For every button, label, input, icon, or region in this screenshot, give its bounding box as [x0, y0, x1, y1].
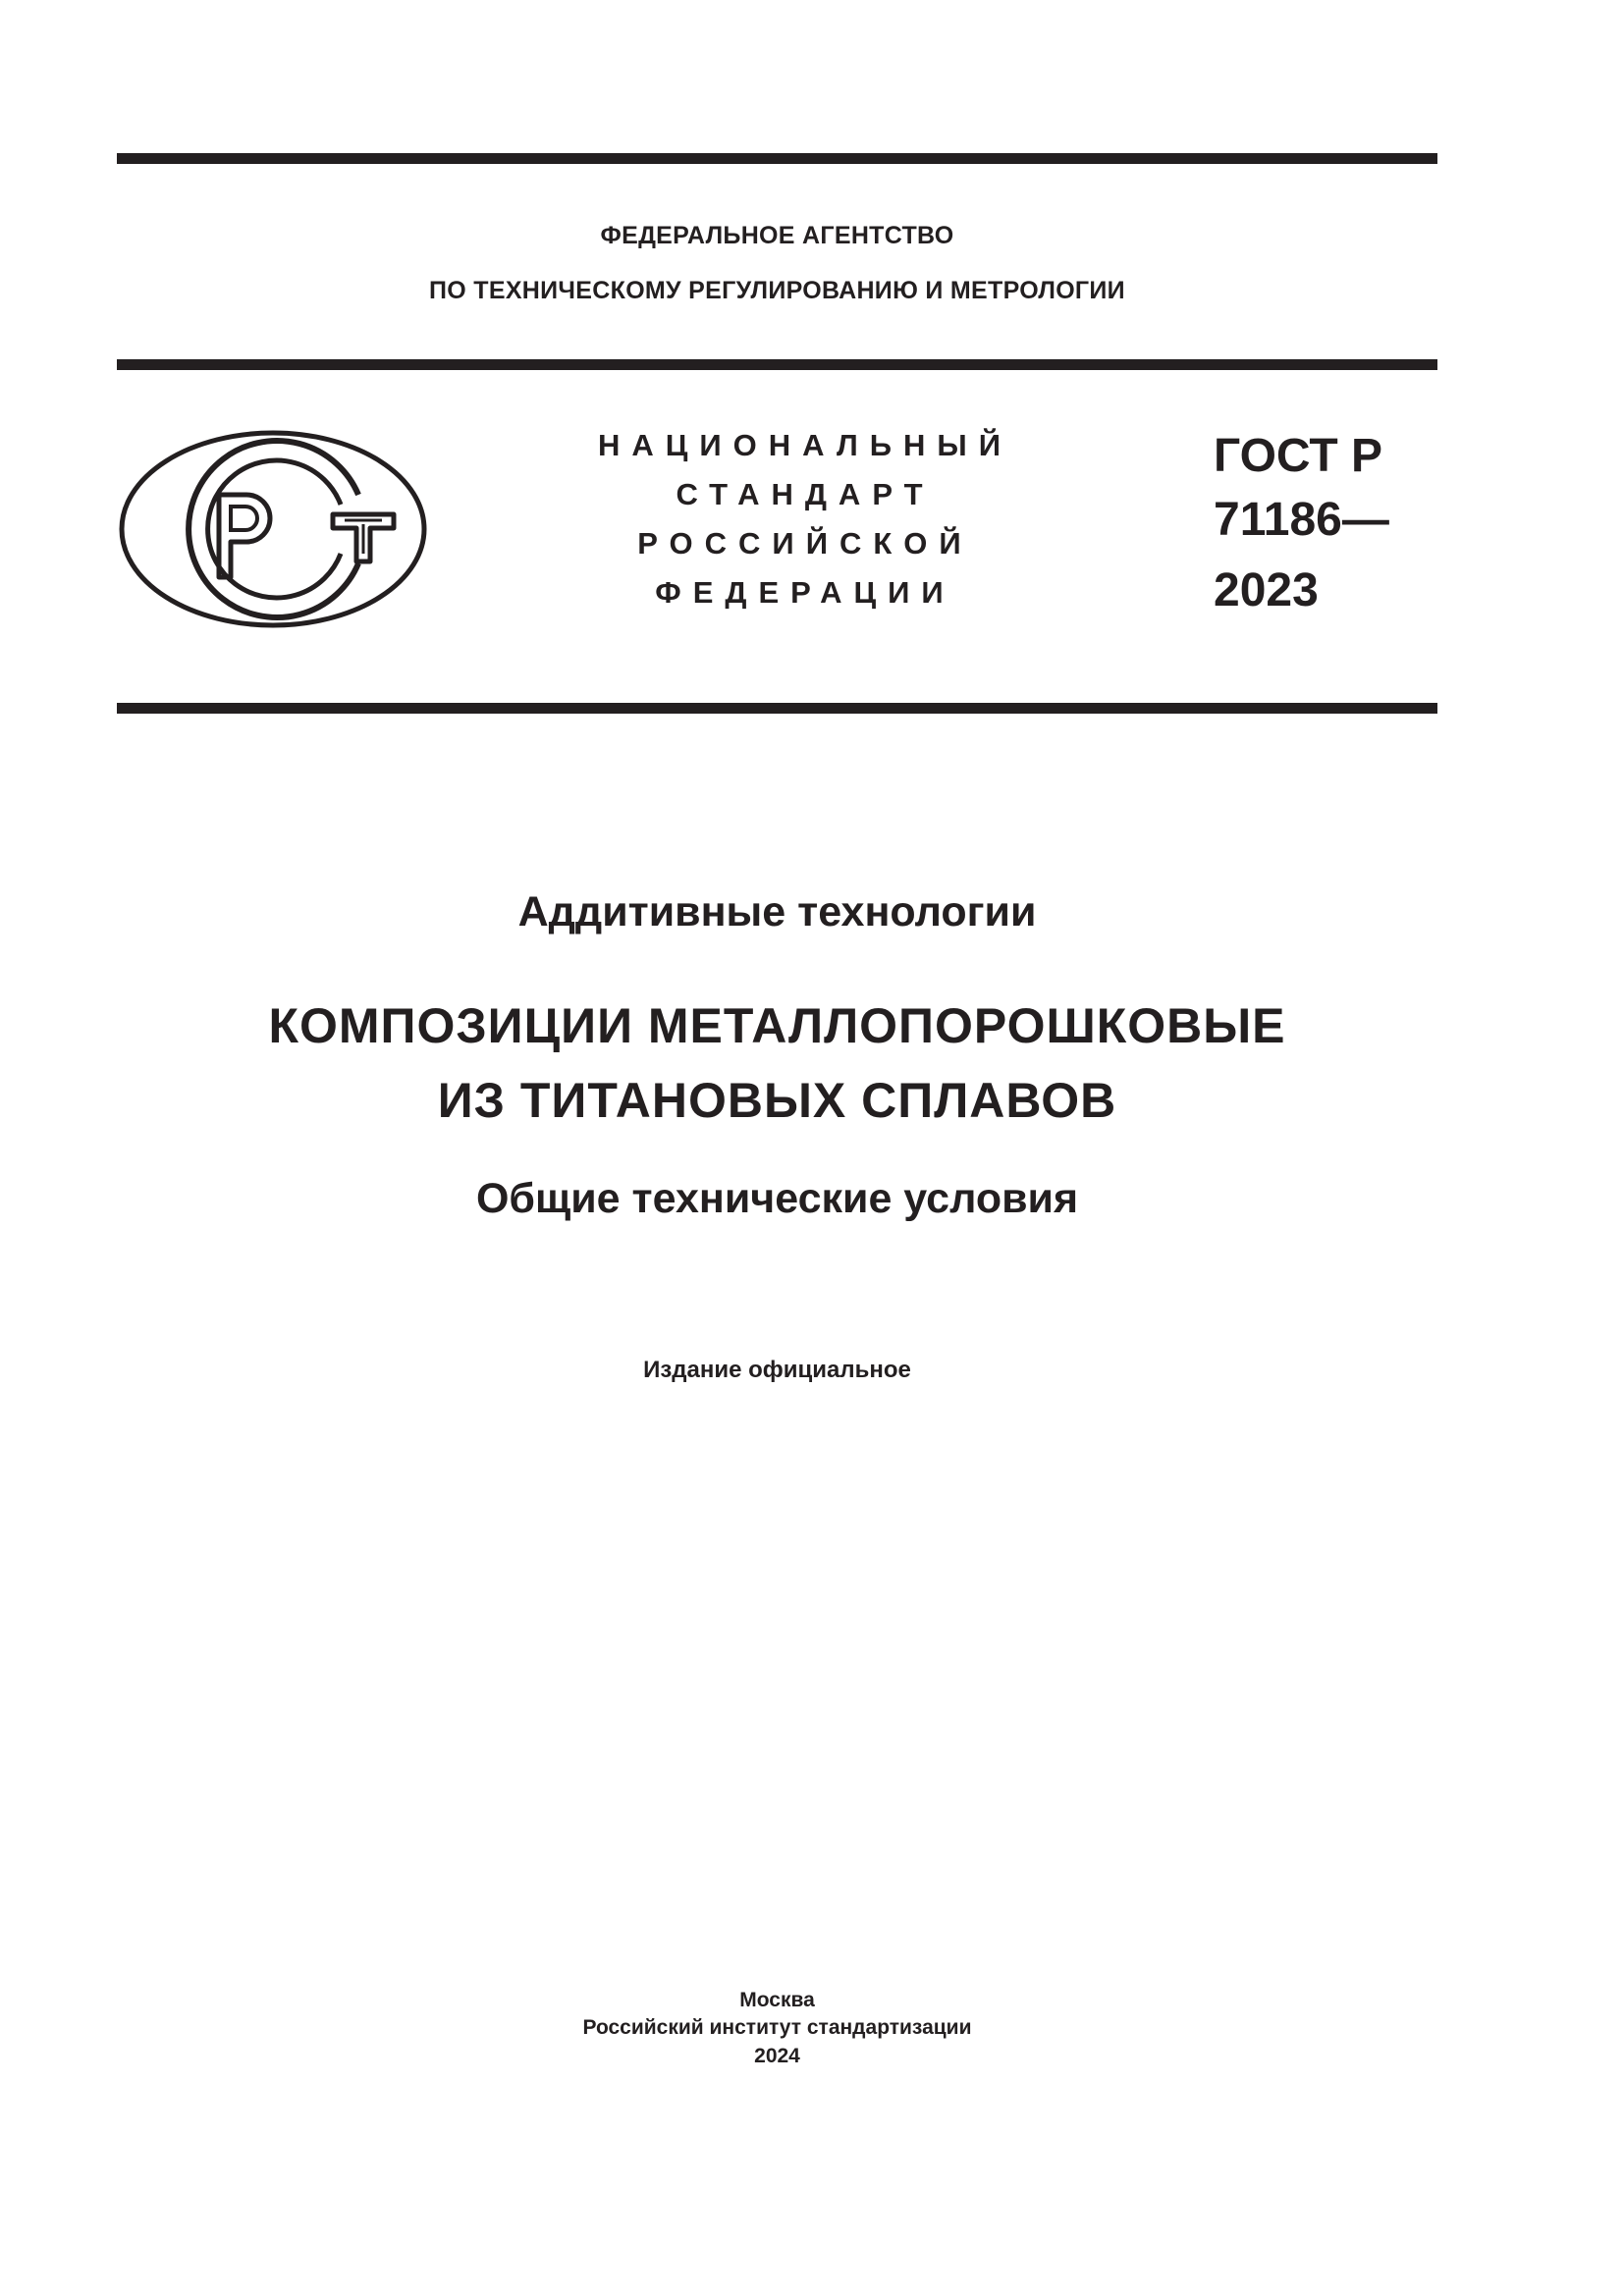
standard-type-line-2: СТАНДАРТ — [676, 477, 935, 511]
main-title-line-1: КОМПОЗИЦИИ МЕТАЛЛОПОРОШКОВЫЕ — [268, 998, 1286, 1053]
main-title-line-2: ИЗ ТИТАНОВЫХ СПЛАВОВ — [437, 1073, 1117, 1128]
header-rule — [117, 359, 1437, 370]
imprint-year: 2024 — [754, 2045, 800, 2067]
agency-name-line-2: ПО ТЕХНИЧЕСКОМУ РЕГУЛИРОВАНИЮ И МЕТРОЛОГИИ — [429, 277, 1125, 304]
designation-line-1: ГОСТ Р — [1214, 430, 1383, 482]
designation-line-2: 71186— — [1214, 494, 1389, 546]
top-rule — [117, 153, 1437, 164]
rst-logo-icon — [117, 428, 429, 630]
standard-type-line-4: ФЕДЕРАЦИИ — [655, 575, 955, 610]
imprint-publisher: Российский институт стандартизации — [582, 2016, 972, 2039]
section-rule — [117, 703, 1437, 714]
standard-type-line-3: РОССИЙСКОЙ — [637, 526, 973, 561]
agency-name-line-1: ФЕДЕРАЛЬНОЕ АГЕНТСТВО — [600, 222, 954, 249]
subject-heading: Аддитивные технологии — [517, 888, 1037, 935]
subtitle: Общие технические условия — [475, 1175, 1079, 1222]
designation-line-3: 2023 — [1214, 564, 1319, 616]
edition-label: Издание официальное — [643, 1357, 911, 1383]
imprint-city: Москва — [739, 1989, 815, 2011]
standard-type-line-1: НАЦИОНАЛЬНЫЙ — [597, 428, 1013, 462]
